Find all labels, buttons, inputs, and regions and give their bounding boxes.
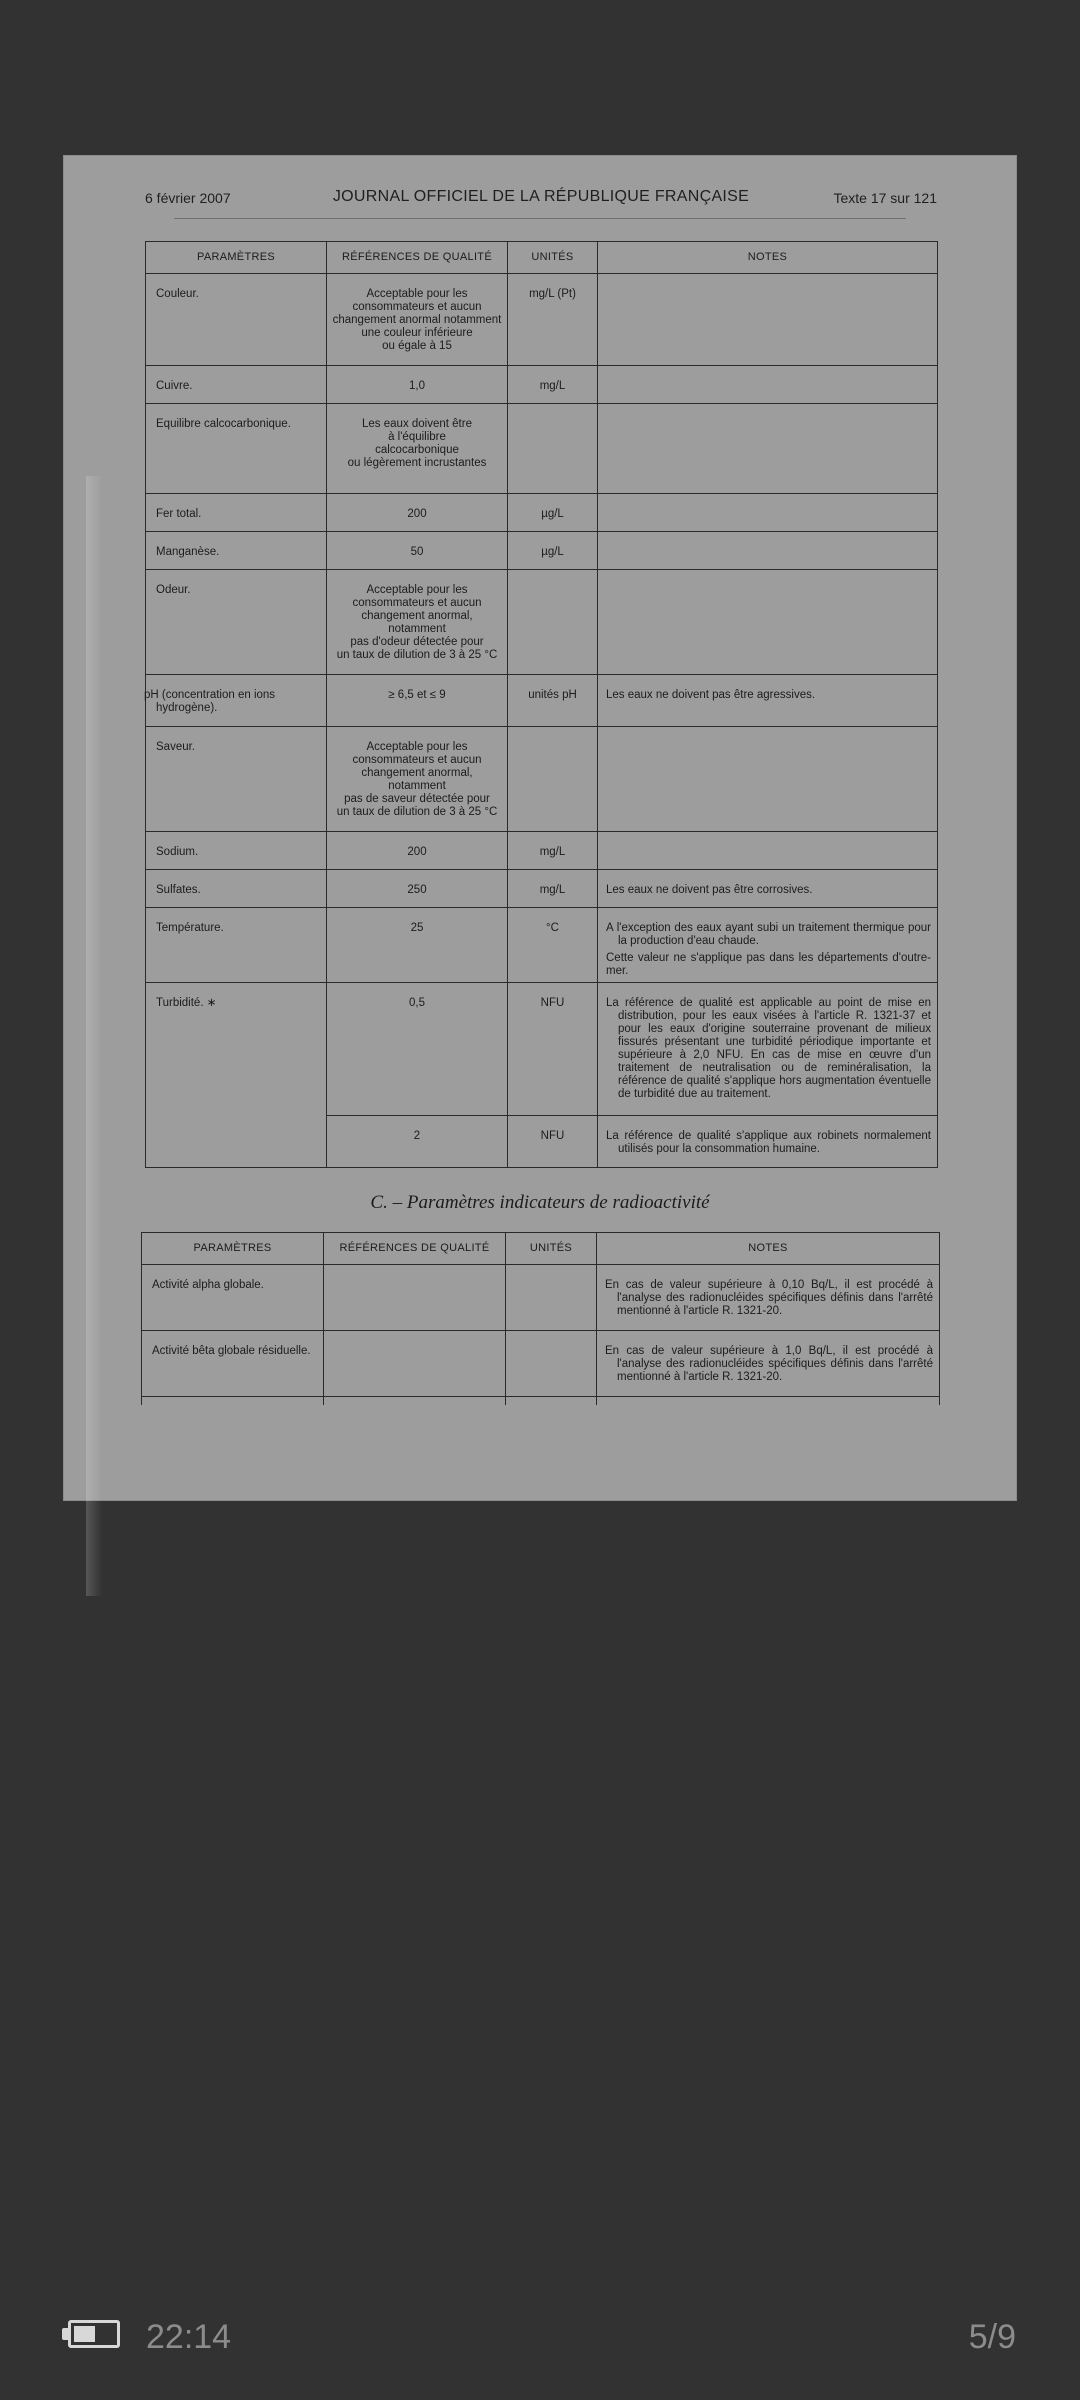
notes-cell <box>598 570 938 675</box>
column-header-units: UNITÉS <box>508 242 598 274</box>
reference-cell: 200 <box>327 494 508 532</box>
parameter-cell: Saveur. <box>146 727 327 832</box>
reference-cell: 1,0 <box>327 366 508 404</box>
notes-cell <box>598 274 938 366</box>
note-text: En cas de valeur supérieure à 0,10 Bq/L, il est procédé à l'analyse des radionucléides spécifiques définis dans l'arrêté mentionné à l'article R. 1321-20. <box>605 1279 933 1317</box>
column-header-notes: NOTES <box>598 242 938 274</box>
reference-cell: Acceptable pour les consommateurs et aucun changement anormal, notamment pas d'odeur détectée pour un taux de dilution de 3 à 25 °C <box>327 570 508 675</box>
unit-cell: NFU <box>508 983 598 1116</box>
notes-cell <box>598 494 938 532</box>
table-row <box>146 832 938 870</box>
empty-cell <box>324 1397 506 1405</box>
parameter-cell: Température. <box>146 908 327 983</box>
reference-cell: 2 <box>327 1116 508 1168</box>
unit-cell: °C <box>508 908 598 983</box>
document-page <box>64 156 1016 1500</box>
notes-cell <box>598 983 938 1116</box>
header-rule <box>174 218 906 219</box>
notes-cell <box>598 532 938 570</box>
scan-edge-artifact <box>86 476 102 1596</box>
reference-cell: 0,5 <box>327 983 508 1116</box>
notes-cell <box>598 675 938 727</box>
table-row <box>146 532 938 570</box>
note-text: Les eaux ne doivent pas être agressives. <box>606 689 816 701</box>
unit-cell <box>506 1331 597 1397</box>
column-header-parameters: PARAMÈTRES <box>146 242 327 274</box>
parameter-cell: Sodium. <box>146 832 327 870</box>
parameter-cell: Equilibre calcocarbonique. <box>146 404 327 494</box>
parameter-cell: Fer total. <box>146 494 327 532</box>
parameter-cell: Turbidité. ∗ <box>146 983 327 1168</box>
table-row <box>146 983 938 1116</box>
column-header-parameters: PARAMÈTRES <box>142 1233 324 1265</box>
parameter-cell: Activité alpha globale. <box>142 1265 324 1331</box>
table-row <box>142 1331 940 1397</box>
empty-cell <box>597 1397 940 1405</box>
unit-cell <box>508 570 598 675</box>
unit-cell <box>508 727 598 832</box>
column-header-notes: NOTES <box>597 1233 940 1265</box>
radioactivity-table <box>141 1232 940 1405</box>
unit-cell: µg/L <box>508 532 598 570</box>
reference-cell: Les eaux doivent être à l'équilibre calcocarbonique ou légèrement incrustantes <box>327 404 508 494</box>
reader-status-bar <box>0 2310 1080 2370</box>
note-text: En cas de valeur supérieure à 1,0 Bq/L, il est procédé à l'analyse des radionucléides spécifiques définis dans l'arrêté mentionné à l'article R. 1321-20. <box>605 1345 933 1383</box>
reference-cell: Acceptable pour les consommateurs et aucun changement anormal notamment une couleur inférieure ou égale à 15 <box>327 274 508 366</box>
parameter-cell: pH (concentration en ions hydrogène). <box>146 675 327 727</box>
note-text: La référence de qualité est applicable au point de mise en distribution, pour les eaux visées à l'article R. 1321-37 et pour les eaux d'origine souterraine provenant de milieux fissurés présentant une turbidité périodique importante et supérieure à 2,0 NFU. En cas de mise en œuvre d'un traitement de neutralisation ou de reminéralisation, la référence de qualité s'applique hors augmentation éventuelle de turbidité due au traitement. <box>606 997 931 1100</box>
unit-cell <box>506 1265 597 1331</box>
unit-cell: mg/L (Pt) <box>508 274 598 366</box>
page-header <box>145 188 937 208</box>
parameter-cell: Cuivre. <box>146 366 327 404</box>
section-title: C. – Paramètres indicateurs de radioactivité <box>370 1192 710 1213</box>
notes-cell <box>597 1265 940 1331</box>
header-journal-title: JOURNAL OFFICIEL DE LA RÉPUBLIQUE FRANÇAISE <box>332 188 750 205</box>
reference-cell <box>324 1265 506 1331</box>
table-row <box>142 1265 940 1331</box>
empty-cell <box>506 1397 597 1405</box>
page-indicator[interactable]: 5/9 <box>968 2318 1016 2356</box>
note-text: A l'exception des eaux ayant subi un traitement thermique pour la production d'eau chaude. <box>606 922 931 947</box>
parameter-cell: Sulfates. <box>146 870 327 908</box>
battery-icon <box>62 2320 126 2352</box>
table-row <box>146 870 938 908</box>
note-text: Cette valeur ne s'applique pas dans les départements d'outre-mer. <box>606 952 931 977</box>
header-text-number: Texte 17 sur 121 <box>833 190 937 206</box>
table-row <box>146 675 938 727</box>
notes-cell <box>598 870 938 908</box>
notes-cell <box>598 404 938 494</box>
parameter-cell: Manganèse. <box>146 532 327 570</box>
table-row <box>146 274 938 366</box>
unit-cell: µg/L <box>508 494 598 532</box>
unit-cell <box>508 404 598 494</box>
table-row <box>146 727 938 832</box>
parameter-cell: Odeur. <box>146 570 327 675</box>
column-header-units: UNITÉS <box>506 1233 597 1265</box>
table-row-truncated <box>142 1397 940 1405</box>
reference-cell: Acceptable pour les consommateurs et aucun changement anormal, notamment pas de saveur détectée pour un taux de dilution de 3 à 25 °C <box>327 727 508 832</box>
table-header-row <box>142 1233 940 1265</box>
parameter-cell: Couleur. <box>146 274 327 366</box>
reference-cell: 25 <box>327 908 508 983</box>
clock: 22:14 <box>146 2318 232 2356</box>
reference-cell: ≥ 6,5 et ≤ 9 <box>327 675 508 727</box>
unit-cell: unités pH <box>508 675 598 727</box>
notes-cell <box>598 832 938 870</box>
note-text: Les eaux ne doivent pas être corrosives. <box>606 884 813 896</box>
reference-cell: 250 <box>327 870 508 908</box>
reference-cell <box>324 1331 506 1397</box>
parameter-cell: Activité bêta globale résiduelle. <box>142 1331 324 1397</box>
notes-cell <box>597 1331 940 1397</box>
table-header-row <box>146 242 938 274</box>
table-row <box>146 494 938 532</box>
column-header-quality-references: RÉFÉRENCES DE QUALITÉ <box>324 1233 506 1265</box>
reference-cell: 200 <box>327 832 508 870</box>
empty-cell <box>142 1397 324 1405</box>
notes-cell <box>598 1116 938 1168</box>
unit-cell: mg/L <box>508 832 598 870</box>
unit-cell: mg/L <box>508 366 598 404</box>
notes-cell <box>598 727 938 832</box>
column-header-quality-references: RÉFÉRENCES DE QUALITÉ <box>327 242 508 274</box>
quality-table <box>145 241 938 1168</box>
notes-cell <box>598 366 938 404</box>
unit-cell: NFU <box>508 1116 598 1168</box>
table-row <box>146 404 938 494</box>
table-row <box>146 366 938 404</box>
note-text: La référence de qualité s'applique aux robinets normalement utilisés pour la consommation humaine. <box>606 1130 931 1155</box>
reference-cell: 50 <box>327 532 508 570</box>
table-row <box>146 908 938 983</box>
notes-cell <box>598 908 938 983</box>
unit-cell: mg/L <box>508 870 598 908</box>
table-row <box>146 570 938 675</box>
header-date: 6 février 2007 <box>145 190 231 206</box>
